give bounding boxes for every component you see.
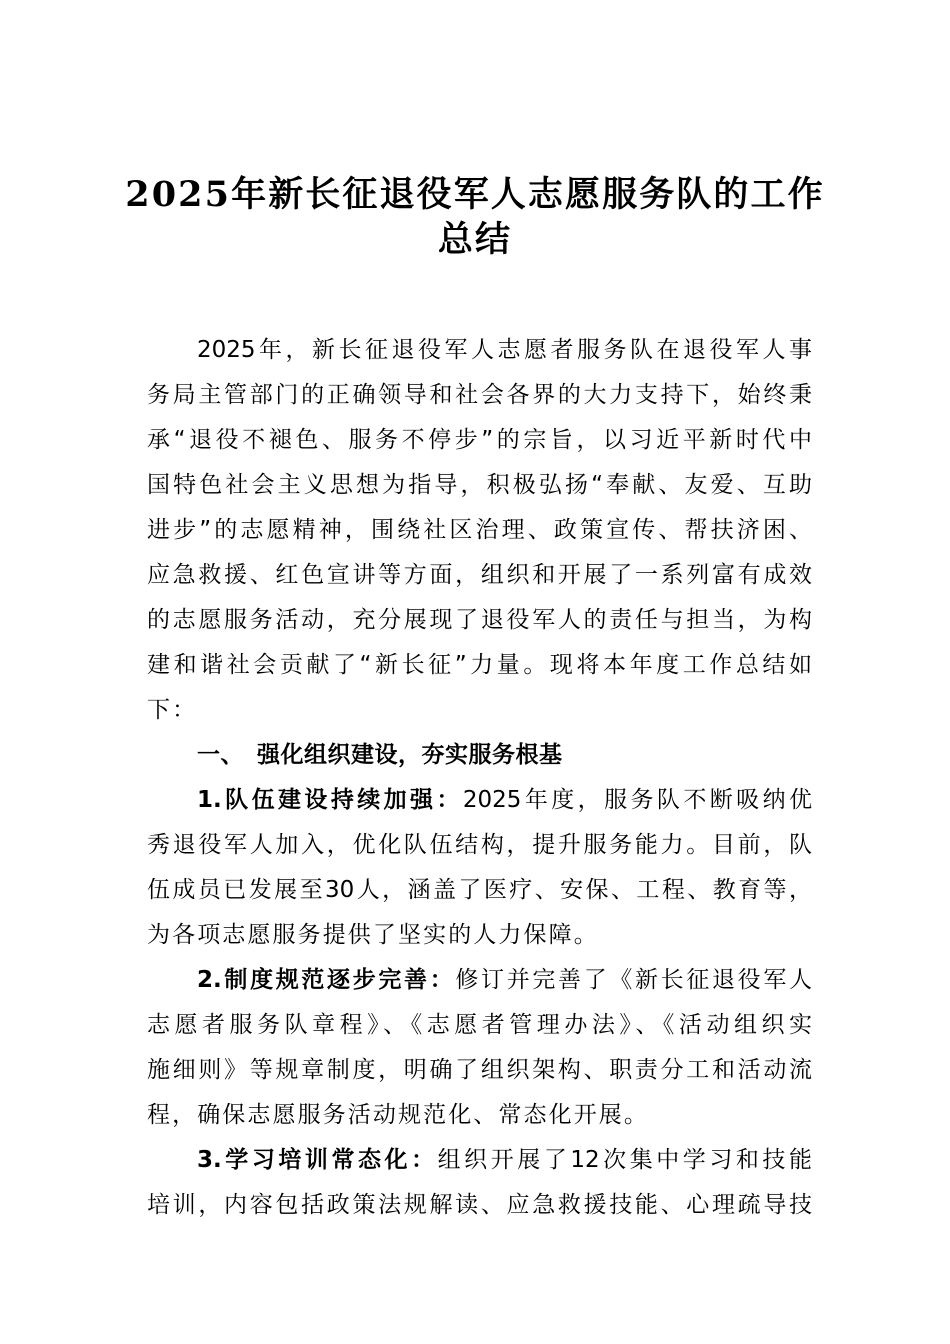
document-title xyxy=(100,160,850,260)
intro-paragraph xyxy=(147,328,812,733)
text-line: 建和谐社会贡献了“新长征”力量。现将本年度工作总结如 xyxy=(147,652,812,678)
text-line: 伍成员已发展至30人，涵盖了医疗、安保、工程、教育等， xyxy=(147,877,812,903)
text-line: 2025年，新长征退役军人志愿者服务队在退役军人事 xyxy=(197,337,812,363)
item-text: 组织开展了12次集中学习和技能 xyxy=(437,1147,812,1173)
item-text: 修订并完善了《新长征退役军人 xyxy=(455,967,812,993)
text-line: 下： xyxy=(147,697,198,723)
text-line: 秀退役军人加入，优化队伍结构，提升服务能力。目前，队 xyxy=(147,832,812,858)
section-heading-1 xyxy=(147,733,812,778)
item-paragraph-1 xyxy=(147,778,812,958)
text-line: 培训，内容包括政策法规解读、应急救援技能、心理疏导技 xyxy=(147,1192,812,1218)
text-line: 务局主管部门的正确领导和社会各界的大力支持下，始终秉 xyxy=(147,382,812,408)
text-line: 程，确保志愿服务活动规范化、常态化开展。 xyxy=(147,1102,649,1128)
item-text: 2025年度，服务队不断吸纳优 xyxy=(462,787,812,813)
document-body xyxy=(147,328,812,1228)
item-paragraph-3 xyxy=(147,1138,812,1228)
text-line xyxy=(147,958,812,1003)
text-line xyxy=(147,778,812,823)
item-label: 1.队伍建设持续加强： xyxy=(197,787,463,813)
title-line-2: 总结 xyxy=(437,219,513,260)
text-line xyxy=(147,1138,812,1183)
text-line: 进步”的志愿精神，围绕社区治理、政策宣传、帮扶济困、 xyxy=(147,517,812,543)
text-line: 施细则》等规章制度，明确了组织架构、职责分工和活动流 xyxy=(147,1057,812,1083)
text-line: 国特色社会主义思想为指导，积极弘扬“奉献、友爱、互助 xyxy=(147,472,812,498)
item-paragraph-2 xyxy=(147,958,812,1138)
text-line: 志愿者服务队章程》、《志愿者管理办法》、《活动组织实 xyxy=(147,1012,812,1038)
title-line-1: 2025年新长征退役军人志愿服务队的工作 xyxy=(125,174,825,215)
text-line: 为各项志愿服务提供了坚实的人力保障。 xyxy=(147,922,599,948)
text-line: 的志愿服务活动，充分展现了退役军人的责任与担当，为构 xyxy=(147,607,812,633)
item-label: 3.学习培训常态化： xyxy=(197,1147,438,1173)
section-heading-text: 强化组织建设，夯实服务根基 xyxy=(257,742,563,768)
item-label: 2.制度规范逐步完善： xyxy=(197,967,456,993)
text-line: 应急救援、红色宣讲等方面，组织和开展了一系列富有成效 xyxy=(147,562,812,588)
section-number: 一、 xyxy=(197,742,244,768)
text-line: 承“退役不褪色、服务不停步”的宗旨，以习近平新时代中 xyxy=(147,427,812,453)
